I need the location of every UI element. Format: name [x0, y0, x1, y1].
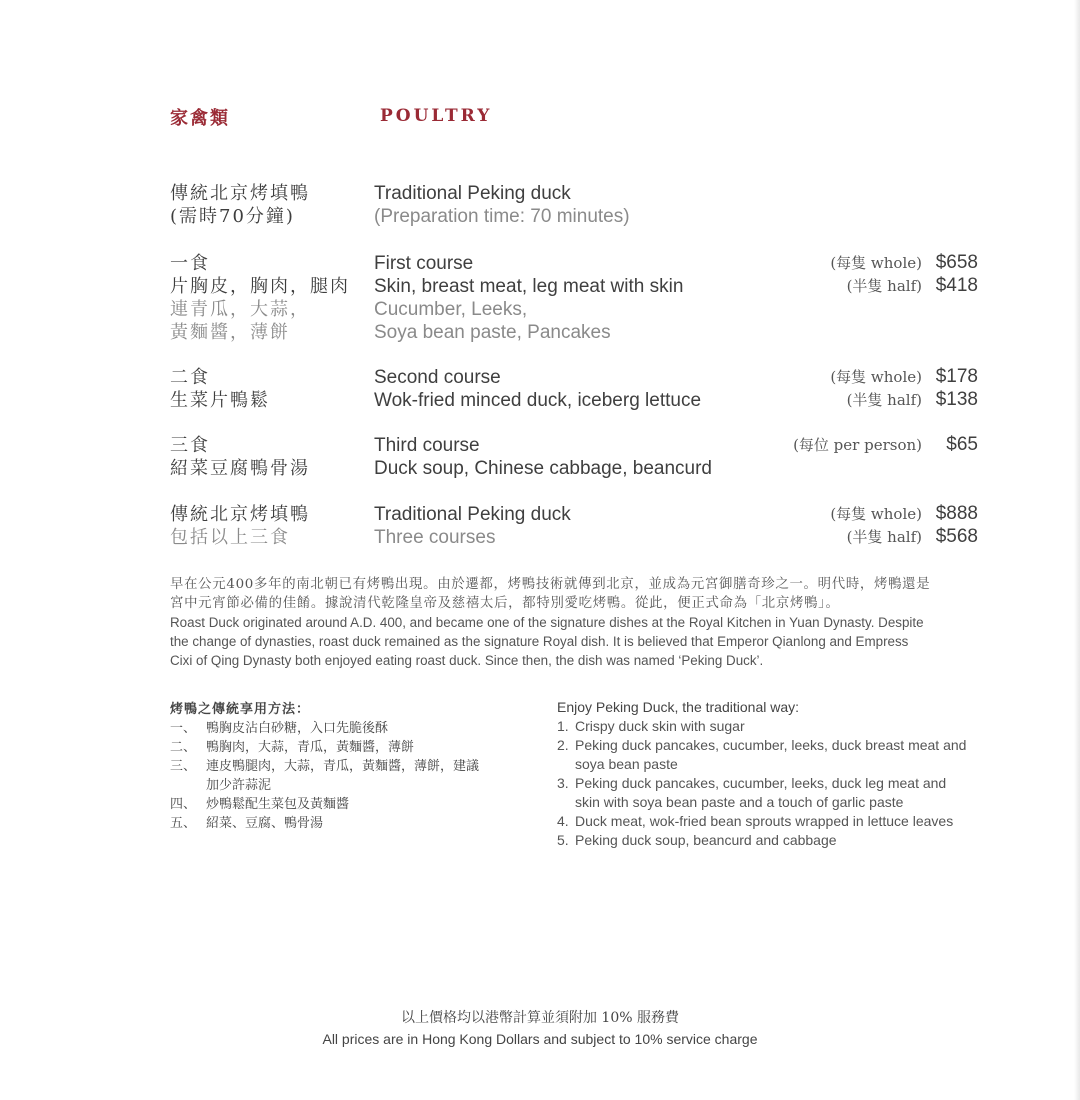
list-item	[557, 717, 966, 736]
list-item-number: 二、	[170, 740, 197, 755]
list-item-number: 5.	[557, 832, 569, 848]
item-name-en	[374, 434, 712, 480]
section-title-zh: 家禽類	[170, 108, 230, 129]
serving-method-en-title: Enjoy Peking Duck, the traditional way:	[557, 699, 800, 715]
price-unit: (半隻 half)	[846, 391, 922, 409]
price-unit: (半隻 half)	[846, 277, 922, 295]
page-edge-shadow	[1074, 0, 1080, 1100]
list-item-text: 鴨胸肉，大蒜，青瓜，黃麵醬，薄餅	[206, 740, 415, 755]
history-en-line: Cixi of Qing Dynasty both enjoyed eating roast duck. Since then, the dish was named ‘Peking Duck’.	[170, 653, 764, 668]
item-name-en	[374, 366, 701, 412]
service-charge-en: All prices are in Hong Kong Dollars and subject to 10% service charge	[322, 1031, 758, 1047]
item-zh-line: 二食	[170, 367, 210, 388]
item-en-line: (Preparation time: 70 minutes)	[374, 206, 630, 227]
list-item	[170, 814, 479, 833]
list-item	[170, 738, 479, 757]
item-name-zh	[170, 503, 310, 549]
item-zh-line: 傳統北京烤填鴨	[170, 504, 310, 525]
price-unit: (每位 per person)	[793, 436, 922, 454]
item-zh-line: 片胸皮，胸肉，腿肉	[170, 276, 350, 297]
list-item-line: Peking duck pancakes, cucumber, leeks, duck breast meat and	[575, 737, 967, 753]
item-zh-line: 紹菜豆腐鴨骨湯	[170, 458, 310, 479]
price-unit: (每隻 whole)	[830, 368, 922, 386]
price-amount: $888	[935, 503, 978, 524]
item-name-en	[374, 182, 630, 228]
list-item	[557, 812, 966, 831]
list-item	[170, 795, 479, 814]
item-en-line: Third course	[374, 435, 480, 456]
price-unit: (每隻 whole)	[830, 505, 922, 523]
list-item-number: 1.	[557, 718, 569, 734]
price-row-half	[847, 275, 978, 298]
history-zh-line: 宮中元宵節必備的佳餚。據說清代乾隆皇帝及慈禧太后，都特別愛吃烤鴨。從此，便正式命為「北京烤鴨」。	[170, 596, 840, 611]
item-name-zh	[170, 434, 310, 480]
item-name-en	[374, 503, 571, 549]
serving-method-en	[557, 698, 966, 850]
service-charge-zh: 以上價格均以港幣計算並須附加 10% 服務費	[400, 1010, 680, 1026]
list-item-text	[575, 774, 946, 812]
item-name-zh	[170, 182, 310, 228]
price-row-whole	[830, 252, 978, 275]
price-unit: (半隻 half)	[846, 528, 922, 546]
item-zh-line: 三食	[170, 435, 210, 456]
item-zh-line: 連青瓜，大蒜，	[170, 299, 310, 320]
list-item-line: 加少許蒜泥	[206, 778, 272, 793]
history-en-line: Roast Duck originated around A.D. 400, and became one of the signature dishes at the Royal Kitchen in Yuan Dynasty. Despite	[170, 615, 924, 630]
history-zh-line: 早在公元400多年的南北朝已有烤鴨出現。由於遷都，烤鴨技術就傳到北京，並成為元宮御膳奇珍之一。明代時，烤鴨還是	[170, 577, 931, 592]
price-amount: $418	[935, 275, 978, 296]
price-row-whole	[830, 503, 978, 526]
item-zh-line: 生菜片鴨鬆	[170, 390, 270, 411]
item-en-line: Three courses	[374, 527, 496, 548]
list-item	[170, 757, 479, 795]
price-amount: $178	[935, 366, 978, 387]
item-name-zh	[170, 252, 350, 344]
list-item-text: 紹菜、豆腐、鴨骨湯	[206, 816, 324, 831]
list-item-text: Crispy duck skin with sugar	[575, 718, 745, 734]
list-item-number: 四、	[170, 797, 197, 812]
list-item-number: 一、	[170, 721, 197, 736]
item-name-zh	[170, 366, 270, 412]
list-item	[170, 719, 479, 738]
history-paragraph	[170, 575, 1000, 670]
list-item-number: 4.	[557, 813, 569, 829]
serving-method-zh	[170, 700, 479, 833]
item-en-line: Second course	[374, 367, 501, 388]
item-en-line: Cucumber, Leeks,	[374, 299, 528, 320]
item-en-line: Wok-fried minced duck, iceberg lettuce	[374, 390, 702, 411]
item-zh-line: 傳統北京烤填鴨	[170, 183, 310, 204]
item-en-line: Traditional Peking duck	[374, 183, 571, 204]
service-charge-note	[0, 1008, 1080, 1050]
item-zh-line: 黃麵醬，薄餅	[170, 322, 290, 343]
price-unit: (每隻 whole)	[830, 254, 922, 272]
list-item-line: soya bean paste	[575, 756, 678, 772]
item-en-line: Soya bean paste, Pancakes	[374, 322, 611, 343]
item-en-line: First course	[374, 253, 474, 274]
serving-steps-list	[557, 717, 966, 850]
list-item-line: 連皮鴨腿肉，大蒜，青瓜，黃麵醬，薄餅，建議	[206, 759, 480, 774]
list-item-number: 2.	[557, 737, 569, 753]
section-title-en: POULTRY	[380, 106, 493, 126]
price-row-half	[847, 389, 978, 412]
list-item	[557, 774, 966, 812]
history-en-line: the change of dynasties, roast duck remained as the signature Royal dish. It is believed that Emperor Qianlong and Empress	[170, 634, 909, 649]
list-item-text	[206, 757, 479, 795]
list-item-line: skin with soya bean paste and a touch of garlic paste	[575, 794, 904, 810]
list-item-number: 三、	[170, 759, 197, 774]
list-item-number: 五、	[170, 816, 197, 831]
price-row-per-person	[793, 434, 978, 457]
list-item-text: 鴨胸皮沾白砂糖，入口先脆後酥	[206, 721, 389, 736]
list-item-text	[575, 736, 966, 774]
price-amount: $568	[935, 526, 978, 547]
list-item	[557, 831, 966, 850]
item-en-line: Traditional Peking duck	[374, 504, 571, 525]
list-item-line: Peking duck pancakes, cucumber, leeks, duck leg meat and	[575, 775, 947, 791]
price-amount: $65	[946, 434, 978, 455]
item-en-line: Duck soup, Chinese cabbage, beancurd	[374, 458, 713, 479]
serving-method-zh-title: 烤鴨之傳統享用方法：	[170, 702, 311, 717]
list-item-text: Duck meat, wok-fried bean sprouts wrapped in lettuce leaves	[575, 813, 954, 829]
list-item-text: Peking duck soup, beancurd and cabbage	[575, 832, 837, 848]
price-row-whole	[830, 366, 978, 389]
list-item	[557, 736, 966, 774]
item-zh-line: 包括以上三食	[170, 527, 290, 548]
price-amount: $138	[935, 389, 978, 410]
list-item-number: 3.	[557, 775, 569, 791]
price-amount: $658	[935, 252, 978, 273]
item-zh-line: 一食	[170, 253, 210, 274]
price-row-half	[847, 526, 978, 549]
item-en-line: Skin, breast meat, leg meat with skin	[374, 276, 684, 297]
item-zh-line: (需時70分鐘)	[170, 206, 295, 227]
list-item-text: 炒鴨鬆配生菜包及黃麵醬	[206, 797, 350, 812]
item-name-en	[374, 252, 683, 344]
